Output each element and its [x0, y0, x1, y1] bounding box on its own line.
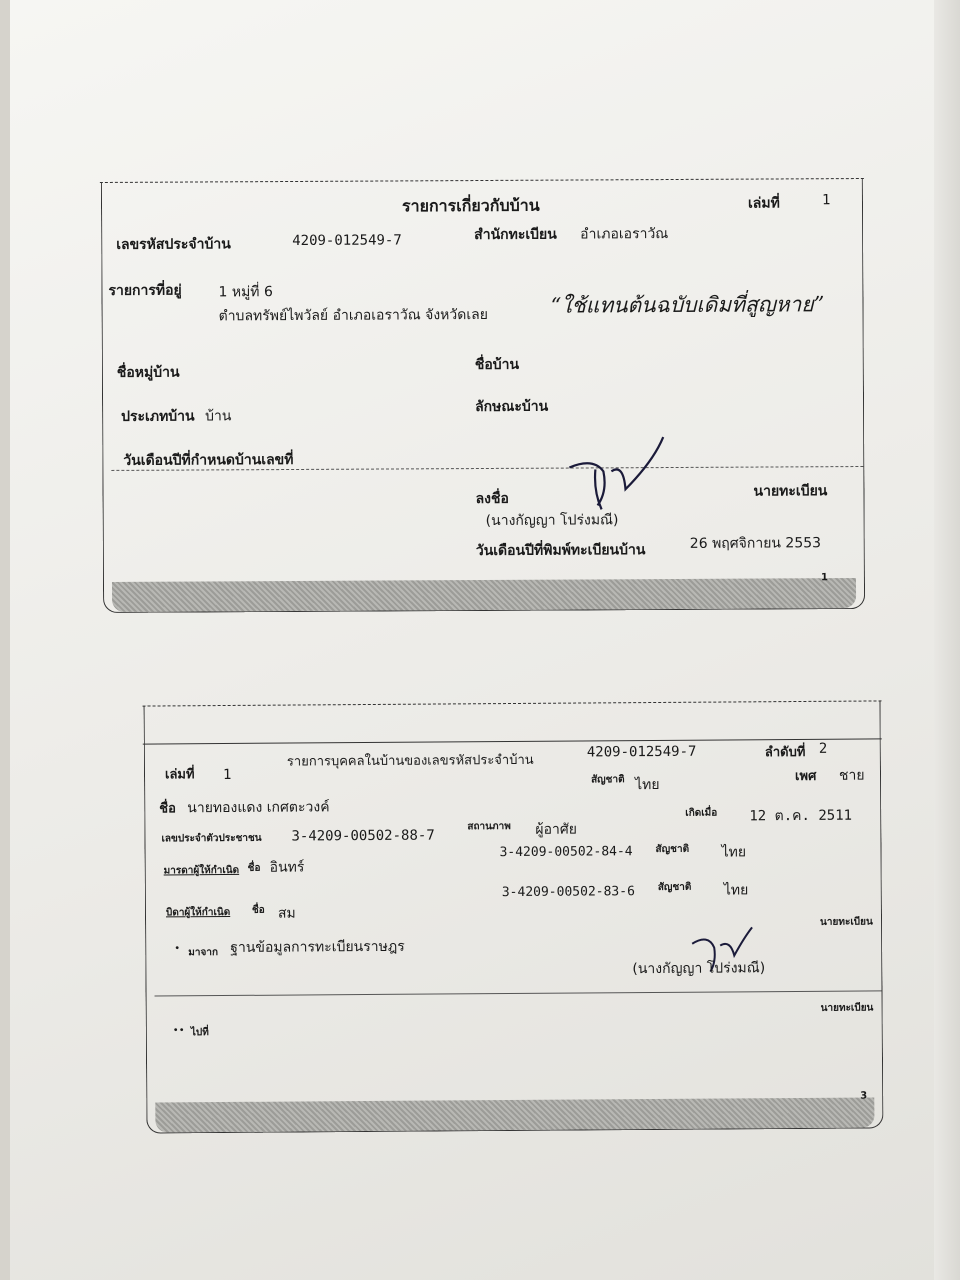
registrar-title: นายทะเบียน — [753, 483, 828, 500]
house-id-label: เลขรหัสประจำบ้าน — [116, 236, 231, 253]
double-bullet-icon: •• — [172, 1025, 185, 1037]
bullet-icon: • — [174, 943, 181, 955]
house-name-label: ชื่อบ้าน — [474, 356, 520, 374]
registrar-title-2: นายทะเบียน — [820, 1002, 874, 1014]
seq-label: ลำดับที่ — [764, 744, 806, 761]
status-value: ผู้อาศัย — [535, 821, 578, 838]
footer-shading — [112, 578, 856, 612]
book-value: 1 — [222, 766, 232, 784]
house-id-value: 4209-012549-7 — [292, 232, 402, 249]
registrar-signature — [563, 431, 673, 512]
book-label: เล่มที่ — [164, 767, 195, 783]
office-value: อำเภอเอราวัณ — [580, 226, 669, 243]
book-value: 1 — [821, 192, 831, 209]
status-label: สถานภาพ — [467, 821, 511, 833]
seq-value: 2 — [818, 740, 828, 757]
born-label: เกิดเมื่อ — [685, 807, 718, 819]
registrar-name: (นางกัญญา โปร่งมณี) — [632, 960, 766, 978]
address-label: รายการที่อยู่ — [108, 282, 182, 299]
paper-stack-edge — [934, 0, 960, 1280]
nationality-value: ไทย — [635, 776, 660, 794]
person-details-card — [144, 700, 884, 1133]
page-number: 3 — [860, 1090, 868, 1102]
house-char-label: ลักษณะบ้าน — [475, 398, 549, 416]
father-nationality: ไทย — [723, 882, 749, 899]
address-line2: ตำบลทรัพย์ไพวัลย์ อำเภอเอราวัณ จังหวัดเลย — [218, 306, 488, 325]
mother-name-label: ชื่อ — [247, 862, 261, 874]
sex-label: เพศ — [794, 768, 817, 785]
print-date-label: วันเดือนปีที่พิมพ์ทะเบียนบ้าน — [475, 542, 646, 560]
page-number: 1 — [820, 572, 828, 584]
nationality-label: สัญชาติ — [591, 774, 625, 786]
from-value: ฐานข้อมูลการทะเบียนราษฎร — [230, 938, 405, 956]
print-date-value: 26 พฤศจิกายน 2553 — [689, 535, 822, 552]
card-title: รายการเกี่ยวกับบ้าน — [401, 195, 540, 216]
father-name-label: ชื่อ — [251, 904, 265, 916]
mother-name: อินทร์ — [269, 859, 305, 876]
village-label: ชื่อหมู่บ้าน — [116, 364, 180, 381]
date-assigned-label: วันเดือนปีที่กำหนดบ้านเลขที่ — [123, 451, 294, 469]
house-details-card — [101, 178, 865, 613]
citizen-id-value: 3-4209-00502-88-7 — [291, 827, 435, 845]
house-type-value: บ้าน — [205, 408, 232, 425]
office-label: สำนักทะเบียน — [474, 226, 557, 244]
house-type-label: ประเภทบ้าน — [121, 408, 195, 425]
full-name: นายทองแดง เกศตะวงค์ — [187, 799, 330, 817]
mother-citizen-id: 3-4209-00502-84-4 — [499, 844, 633, 861]
father-label: บิดาผู้ให้กำเนิด — [165, 906, 231, 919]
to-label: ไปที่ — [190, 1027, 209, 1039]
name-label: ชื่อ — [159, 801, 176, 817]
registrar-title-1: นายทะเบียน — [820, 916, 873, 928]
footer-shading — [155, 1097, 874, 1132]
sign-label: ลงชื่อ — [475, 490, 509, 508]
household-header: รายการบุคคลในบ้านของเลขรหัสประจำบ้าน — [286, 752, 534, 770]
father-nationality-label: สัญชาติ — [657, 881, 692, 893]
from-label: มาจาก — [188, 947, 219, 959]
registrar-name: (นางกัญญา โปร่งมณี) — [485, 512, 619, 529]
father-name: สม — [277, 905, 296, 922]
born-value: 12 ต.ค. 2511 — [749, 807, 853, 825]
book-label: เล่มที่ — [747, 195, 780, 212]
mother-nationality-label: สัญชาติ — [655, 843, 690, 856]
father-citizen-id: 3-4209-00502-83-6 — [501, 884, 635, 901]
address-line1: 1 หมู่ที่ 6 — [218, 284, 273, 301]
section-divider — [155, 990, 882, 996]
citizen-id-label: เลขประจำตัวประชาชน — [161, 832, 262, 845]
mother-nationality: ไทย — [721, 844, 747, 861]
handwritten-note: “ใช้แทนต้นฉบับเดิมที่สูญหาย” — [550, 292, 825, 318]
sex-value: ชาย — [838, 767, 865, 784]
mother-label: มารดาผู้ให้กำเนิด — [163, 864, 240, 877]
house-id-value: 4209-012549-7 — [586, 743, 697, 761]
